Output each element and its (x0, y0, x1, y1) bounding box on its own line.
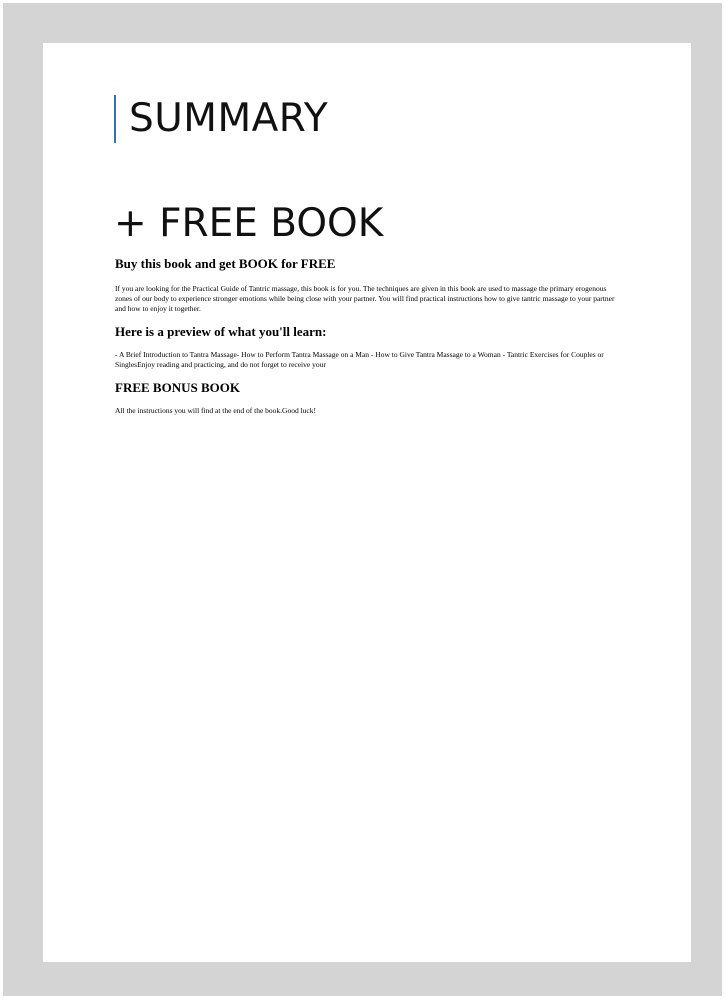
intro-paragraph: If you are looking for the Practical Guide of Tantric massage, this book is for you. The techniques are given in this book are used to massage the primary erogenous zones of our body to experience stronger emotions while being close with your partner. You will find practical instructions how to give tantric massage to your partner and how to enjoy it together. (115, 284, 615, 313)
bonus-paragraph: All the instructions you will find at the end of the book.Good luck! (115, 406, 317, 415)
headline: Buy this book and get BOOK for FREE (115, 256, 336, 271)
title-accent-bar (114, 95, 116, 143)
page-frame (3, 3, 722, 996)
document-page (43, 43, 691, 962)
free-book-title: + FREE BOOK (114, 201, 384, 246)
preview-paragraph: - A Brief Introduction to Tantra Massage- How to Perform Tantra Massage on a Man - How to Give Tantra Massage to a Woman - Tantric Exercises for Couples or SinglesEnjoy reading and practicing, and do not forget to receive your (115, 350, 604, 369)
preview-heading: Here is a preview of what you'll learn: (115, 324, 327, 339)
bonus-heading: FREE BONUS BOOK (115, 380, 240, 395)
page-title: SUMMARY (129, 96, 329, 141)
summary-content (115, 256, 623, 416)
